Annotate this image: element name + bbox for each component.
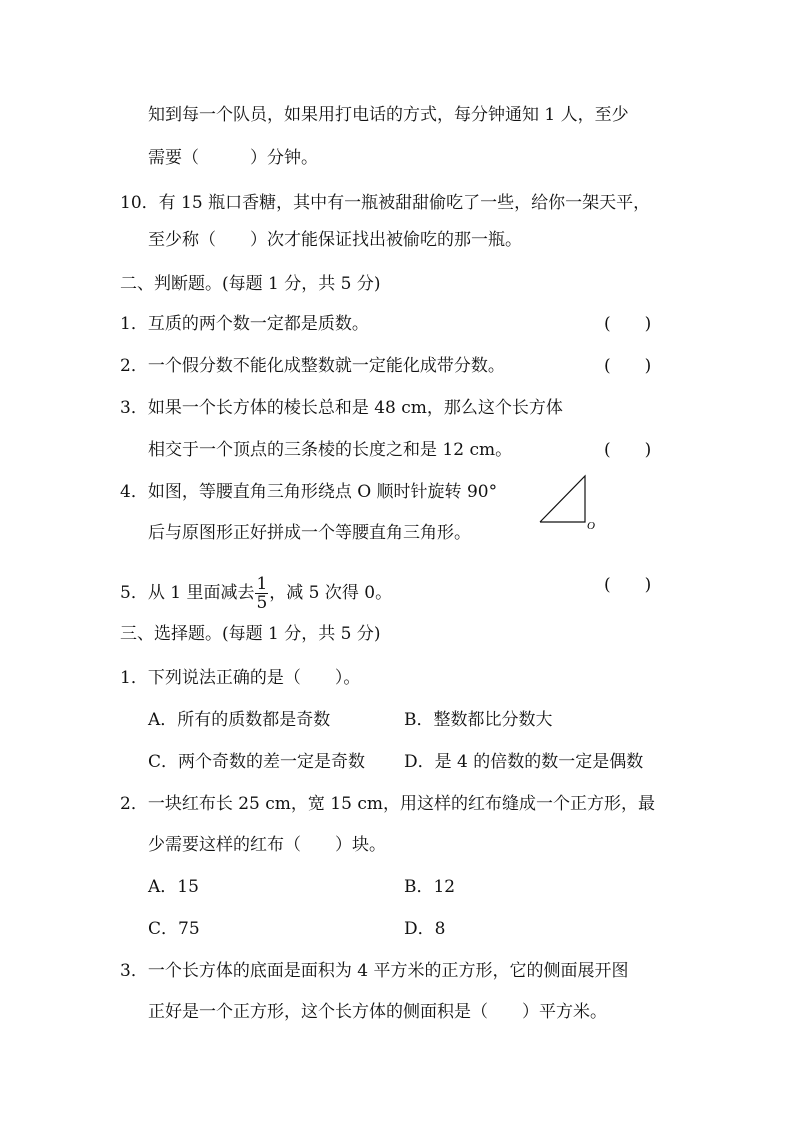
tf-item-5 — [120, 575, 392, 612]
triangle-figure — [535, 472, 605, 532]
tf-item-5-pre: 5．从 1 里面减去 — [120, 583, 255, 603]
section2-title: 二、判断题。(每题 1 分，共 5 分) — [120, 274, 381, 294]
q10-line2: 至少称（ ）次才能保证找出被偷吃的那一瓶。 — [148, 230, 522, 250]
mc2-option-c: C．75 — [148, 919, 200, 939]
mc3-line2: 正好是一个正方形，这个长方体的侧面积是（ ）平方米。 — [148, 1002, 607, 1022]
answer-paren: ( ) — [604, 314, 652, 334]
mc1-option-a: A．所有的质数都是奇数 — [148, 710, 331, 730]
mc1-option-b: B．整数都比分数大 — [404, 710, 553, 730]
mc1-option-c: C．两个奇数的差一定是奇数 — [148, 752, 366, 772]
tf-item-2: 2．一个假分数不能化成整数就一定能化成带分数。 — [120, 356, 505, 376]
point-o-label: O — [587, 520, 595, 532]
q9-line2: 需要（ ）分钟。 — [148, 148, 318, 168]
tf-item-1: 1．互质的两个数一定都是质数。 — [120, 314, 369, 334]
numerator: 1 — [256, 574, 268, 594]
denominator: 5 — [256, 593, 268, 613]
tf-item-3-line2: 相交于一个顶点的三条棱的长度之和是 12 cm。 — [148, 440, 513, 460]
mc2-option-a: A．15 — [148, 877, 199, 897]
q10-line1: 10．有 15 瓶口香糖，其中有一瓶被甜甜偷吃了一些，给你一架天平， — [120, 193, 651, 213]
mc2-line1: 2．一块红布长 25 cm，宽 15 cm，用这样的红布缝成一个正方形，最 — [120, 794, 655, 814]
mc2-option-b: B．12 — [404, 877, 456, 897]
tf-item-4-line2: 后与原图形正好拼成一个等腰直角三角形。 — [148, 523, 471, 543]
section3-title: 三、选择题。(每题 1 分，共 5 分) — [120, 624, 381, 644]
tf-item-3: 3．如果一个长方体的棱长总和是 48 cm，那么这个长方体 — [120, 398, 563, 418]
tf-item-4: 4．如图，等腰直角三角形绕点 O 顺时针旋转 90° — [120, 482, 498, 502]
triangle-shape — [540, 476, 585, 522]
mc1-option-d: D．是 4 的倍数的数一定是偶数 — [404, 752, 644, 772]
answer-paren: ( ) — [604, 575, 652, 595]
answer-paren: ( ) — [604, 440, 652, 460]
mc2-line2: 少需要这样的红布（ ）块。 — [148, 835, 386, 855]
q9-line1: 知到每一个队员，如果用打电话的方式，每分钟通知 1 人，至少 — [148, 105, 629, 125]
fraction — [255, 575, 268, 612]
mc1-stem: 1．下列说法正确的是（ ）。 — [120, 668, 361, 688]
answer-paren: ( ) — [604, 356, 652, 376]
tf-item-5-post: ，减 5 次得 0。 — [269, 583, 393, 603]
mc2-option-d: D．8 — [404, 919, 446, 939]
mc3-line1: 3．一个长方体的底面是面积为 4 平方米的正方形，它的侧面展开图 — [120, 961, 629, 981]
